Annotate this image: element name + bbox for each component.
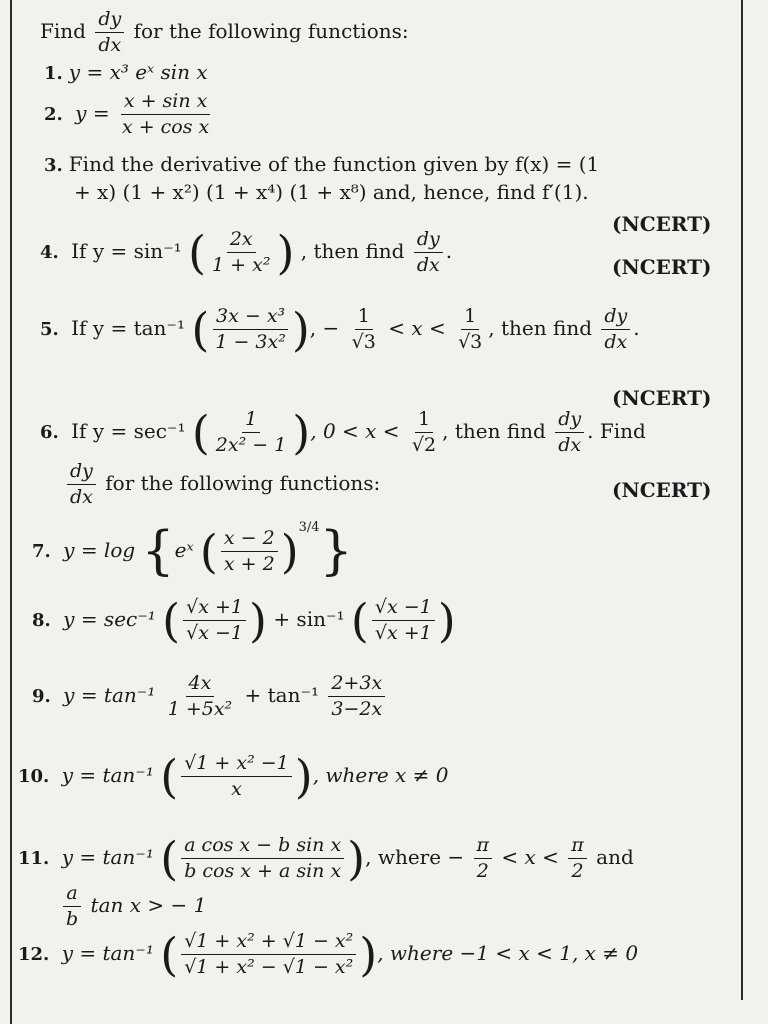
ncert-tag-q4: (NCERT) <box>612 255 712 279</box>
q2-fraction: $\frac{\text{x + sin x}}{\text{x + cos x}}$ <box>121 90 210 138</box>
question-7: 7. y = log {eˣ ( $\frac{x - 2}{x + 2}$ )$^{3/4}$} <box>32 520 353 582</box>
q12-fraction: $\frac{\text{√1 + x² + √1 − x²}}{\text{√1 + x² − √1 − x²}}$ <box>181 930 356 979</box>
q6-line2-dydx: $\frac{dy}{dx}$ <box>67 460 96 509</box>
q10-fraction: $\frac{\text{√1 + x² −1}}{x}$ <box>181 752 292 801</box>
q5-fraction: $\frac{\text{3x − x³}}{\text{1 − 3x²}}$ <box>212 305 289 354</box>
q11-fraction: $\frac{\text{a cos x − b sin x}}{\text{b cos x + a sin x}}$ <box>181 834 344 883</box>
dy-dx-fraction: $\frac{dy}{dx}$ <box>95 8 124 57</box>
question-3: 3. Find the derivative of the function given by f(x) = (1 <box>44 152 600 176</box>
q8-fraction-1: $\frac{√x +1}{√x -1}$ <box>183 596 246 645</box>
q5-inv-root3-a: $\frac{1}{√3}$ <box>351 305 376 353</box>
q6-fraction: $\frac{1}{\text{2x² − 1}}$ <box>215 408 287 456</box>
q11-a-over-b: $\frac{a}{b}$ <box>63 882 81 931</box>
q4-fraction: $\frac{2x}{\text{1 + x²}}$ <box>212 228 271 276</box>
q6-inv-root2: $\frac{1}{√2}$ <box>411 408 437 456</box>
ncert-tag-q6: (NCERT) <box>612 478 712 502</box>
question-8: 8. y = sec⁻¹ ( $\frac{√x +1}{√x -1}$ ) + sin⁻¹ ( $\frac{√x -1}{√x +1}$ ) <box>32 593 456 648</box>
question-3-line-2: + x) (1 + x²) (1 + x⁴) (1 + x⁸) and, hence, find f′(1). <box>74 180 589 204</box>
q4-dydx: $\frac{dy}{dx}$ <box>414 228 443 277</box>
q8-fraction-2: $\frac{√x -1}{√x +1}$ <box>372 596 435 645</box>
question-4: 4. If y = sin⁻¹ ( $\frac{2x}{\text{1 + x²}}$ ) , then find $\frac{dy}{dx}$ . <box>40 225 453 280</box>
q11-pi-half-b: $\frac{\pi}{2}$ <box>568 834 587 883</box>
question-6: 6. If y = sec⁻¹ ( $\frac{1}{\text{2x² − 1}}$ ), 0 < x < $\frac{1}{√2}$ , then find $\frac{dy}{dx}$ . Find <box>40 405 646 460</box>
ncert-tag-q3: (NCERT) <box>612 212 712 236</box>
q7-fraction: $\frac{x - 2}{x + 2}$ <box>221 527 278 576</box>
left-margin-rule <box>10 0 12 1024</box>
q9-fraction-1: $\frac{4x}{\text{1 +5x²}}$ <box>167 672 233 720</box>
instruction-heading <box>40 8 409 57</box>
question-6-line-2: $\frac{dy}{dx}$ for the following functions: <box>64 460 380 509</box>
q9-fraction-2: $\frac{2+3x}{3-2x}$ <box>328 672 385 721</box>
q11-pi-half-a: $\frac{\pi}{2}$ <box>474 834 493 883</box>
question-9: 9. y = tan⁻¹ $\frac{4x}{\text{1 +5x²}}$ + tan⁻¹ $\frac{2+3x}{3-2x}$ <box>32 672 388 721</box>
right-margin-rule <box>741 0 743 1000</box>
q5-dydx: $\frac{dy}{dx}$ <box>601 305 630 354</box>
question-2: 2. y = $\frac{\text{x + sin x}}{\text{x + cos x}}$ <box>44 90 215 139</box>
q6-dydx: $\frac{dy}{dx}$ <box>555 408 584 457</box>
question-1: 1. y = x³ eˣ sin x <box>44 60 208 84</box>
ncert-tag-q5: (NCERT) <box>612 386 712 410</box>
question-11-line-2: $\frac{a}{b}$ tan x > − 1 <box>60 882 206 931</box>
question-12: 12. y = tan⁻¹ ( $\frac{\text{√1 + x² + √1 − x²}}{\text{√1 + x² − √1 − x²}}$ ), where −1 < x < 1, x ≠ 0 <box>18 927 639 982</box>
question-11: 11. y = tan⁻¹ ( $\frac{\text{a cos x − b sin x}}{\text{b cos x + a sin x}}$ ), where − $\frac{\pi}{2}$ < x < $\frac{\pi}{2}$ and <box>18 831 634 886</box>
question-5: 5. If y = tan⁻¹ ( $\frac{\text{3x − x³}}{\text{1 − 3x²}}$ ), − $\frac{1}{√3}$ < x < $\frac{1}{√3}$ , then find $\frac{dy}{dx}$ . <box>40 302 640 357</box>
question-10: 10. y = tan⁻¹ ( $\frac{\text{√1 + x² −1}}{x}$ ), where x ≠ 0 <box>18 749 449 804</box>
heading-find: Find <box>40 18 86 43</box>
heading-rest: for the following functions: <box>133 18 409 43</box>
q5-inv-root3-b: $\frac{1}{√3}$ <box>458 305 483 353</box>
